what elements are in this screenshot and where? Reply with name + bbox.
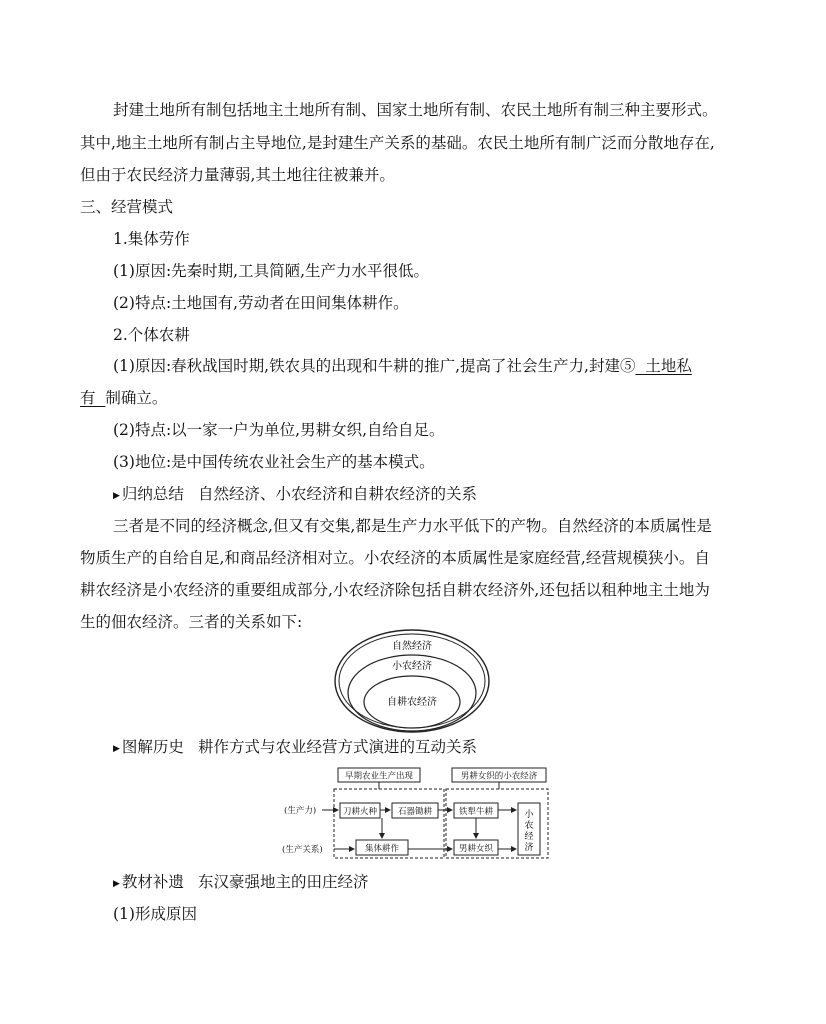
farming-evolution-flowchart bbox=[278, 765, 550, 861]
summary-line2: 物质生产的自给自足,和商品经济相对立。小农经济的本质属性是家庭经营,经营规模狭小。自 bbox=[80, 549, 710, 567]
summary-line3: 耕农经济是小农经济的重要组成部分,小农经济除包括自耕农经济外,还包括以租种地主土地为 bbox=[80, 581, 710, 599]
vertical-char: 农 bbox=[524, 821, 534, 831]
individual-reason-text: (1)原因:春秋战国时期,铁农具的出现和牛耕的推广,提高了社会生产力,封建⑤ bbox=[113, 357, 636, 375]
supplement-item1: (1)形成原因 bbox=[113, 905, 197, 923]
vertical-char: 济 bbox=[524, 843, 534, 853]
triangle-marker-icon: ▶ bbox=[113, 879, 120, 889]
individual-reason-line1 bbox=[113, 356, 692, 376]
subheading-collective-labor: 1.集体劳作 bbox=[113, 230, 190, 248]
individual-reason-end: 制确立。 bbox=[105, 389, 168, 407]
label-slash-and-burn: 刀耕火种 bbox=[342, 807, 378, 817]
stage2-label: 男耕女织的小农经济 bbox=[460, 771, 538, 782]
summary-line4: 生的佃农经济。三者的关系如下: bbox=[80, 613, 303, 631]
summary-title: 归纳总结 bbox=[121, 485, 184, 503]
fill-blank-answer-part1: 土地私 bbox=[635, 357, 692, 375]
row-label-productive-forces: (生产力) bbox=[284, 806, 317, 816]
para-ownership-line1: 封建土地所有制包括地主土地所有制、国家土地所有制、农民土地所有制三种主要形式。 bbox=[113, 101, 718, 119]
supplement-heading bbox=[113, 872, 368, 895]
row-label-production-relations: (生产关系) bbox=[282, 845, 323, 855]
label-men-farm-women-weave: 男耕女织 bbox=[458, 844, 494, 854]
illustration-title: 图解历史 bbox=[121, 738, 184, 756]
label-stone-hoe: 石器锄耕 bbox=[397, 807, 433, 817]
illustration-subtitle: 耕作方式与农业经营方式演进的互动关系 bbox=[197, 738, 477, 756]
summary-subtitle: 自然经济、小农经济和自耕农经济的关系 bbox=[197, 485, 477, 503]
individual-reason-line2 bbox=[80, 388, 167, 408]
label-small-peasant-economy-vertical bbox=[524, 808, 534, 853]
fill-blank-answer-part2: 有 bbox=[80, 389, 106, 407]
stage1-label: 早期农业生产出现 bbox=[344, 771, 414, 782]
triangle-marker-icon: ▶ bbox=[113, 744, 120, 754]
nested-economy-diagram bbox=[333, 627, 491, 735]
vertical-char: 经 bbox=[524, 832, 534, 842]
collective-reason: (1)原因:先秦时期,工具简陋,生产力水平很低。 bbox=[113, 262, 430, 280]
section-heading-management-mode: 三、经营模式 bbox=[80, 198, 174, 216]
triangle-marker-icon: ▶ bbox=[113, 491, 120, 501]
illustration-heading bbox=[113, 737, 477, 760]
label-natural-economy: 自然经济 bbox=[392, 641, 432, 652]
vertical-char: 小 bbox=[524, 810, 534, 820]
para-ownership-line3: 但由于农民经济力量薄弱,其土地往往被兼并。 bbox=[80, 166, 395, 184]
summary-line1: 三者是不同的经济概念,但又有交集,都是生产力水平低下的产物。自然经济的本质属性是 bbox=[113, 517, 712, 535]
individual-feature: (2)特点:以一家一户为单位,男耕女织,自给自足。 bbox=[113, 421, 445, 439]
subheading-individual-farming: 2.个体农耕 bbox=[113, 326, 190, 344]
collective-feature: (2)特点:土地国有,劳动者在田间集体耕作。 bbox=[113, 294, 409, 312]
individual-status: (3)地位:是中国传统农业社会生产的基本模式。 bbox=[113, 453, 435, 471]
label-collective-farming: 集体耕作 bbox=[364, 844, 400, 854]
supplement-subtitle: 东汉豪强地主的田庄经济 bbox=[197, 873, 369, 891]
para-ownership-line2: 其中,地主土地所有制占主导地位,是封建生产关系的基础。农民土地所有制广泛而分散地存在, bbox=[80, 134, 715, 152]
summary-heading bbox=[113, 484, 477, 507]
label-iron-plough-ox: 铁犁牛耕 bbox=[458, 807, 494, 817]
label-self-cultivator-economy: 自耕农经济 bbox=[387, 697, 437, 708]
label-small-peasant-economy: 小农经济 bbox=[392, 661, 432, 672]
supplement-title: 教材补遗 bbox=[121, 873, 184, 891]
